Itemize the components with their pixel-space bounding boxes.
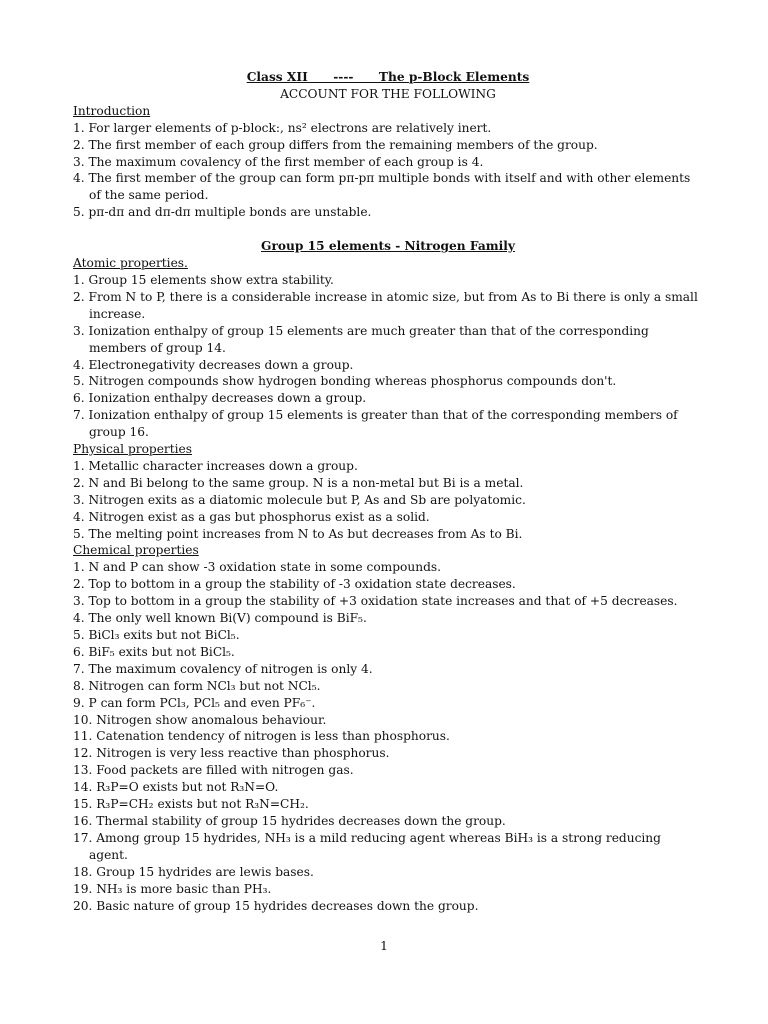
list-item: 3. Ionization enthalpy of group 15 elements are much greater than that of the corresponding members of group 14. (73, 323, 649, 355)
list-item: 2. The first member of each group differs from the remaining members of the group. (73, 137, 598, 152)
document-title: Class XII ---- The p-Block Elements (246, 70, 530, 84)
list-item: 5. The melting point increases from N to As but decreases from As to Bi. (73, 526, 523, 541)
introduction-heading: Introduction (73, 103, 151, 118)
list-item: 3. The maximum covalency of the first member of each group is 4. (73, 154, 484, 169)
list-item: 10. Nitrogen show anomalous behaviour. (73, 712, 327, 727)
list-item: 16. Thermal stability of group 15 hydrides decreases down the group. (73, 813, 506, 828)
list-item: 12. Nitrogen is very less reactive than phosphorus. (73, 746, 390, 761)
list-item: 4. The only well known Bi(V) compound is BiF₅. (73, 611, 367, 626)
list-item: 14. R₃P=O exists but not R₃N=O. (73, 780, 279, 795)
list-item: 15. R₃P=CH₂ exists but not R₃N=CH₂. (73, 797, 309, 812)
list-item: 5. BiCl₃ exits but not BiCl₅. (73, 628, 240, 642)
physical-properties-list (73, 458, 703, 543)
list-item: 4. The first member of the group can form pπ-pπ multiple bonds with itself and with other elements of the same period. (73, 171, 691, 203)
list-item: 1. Group 15 elements show extra stability. (73, 272, 334, 287)
list-item: 4. Nitrogen exist as a gas but phosphorus exist as a solid. (73, 509, 430, 524)
list-item: 1. N and P can show -3 oxidation state in some compounds. (73, 560, 441, 575)
list-item: 18. Group 15 hydrides are lewis bases. (73, 864, 314, 879)
atomic-properties-list (73, 272, 703, 441)
list-item: 7. The maximum covalency of nitrogen is only 4. (73, 661, 373, 676)
list-item: 5. pπ-dπ and dπ-dπ multiple bonds are unstable. (73, 205, 372, 220)
list-item: 5. Nitrogen compounds show hydrogen bonding whereas phosphorus compounds don't. (73, 374, 617, 389)
list-item: 2. N and Bi belong to the same group. N is a non-metal but Bi is a metal. (73, 475, 524, 490)
chemical-properties-list (73, 559, 703, 914)
section-gap (73, 221, 703, 238)
list-item: 17. Among group 15 hydrides, NH₃ is a mild reducing agent whereas BiH₃ is a strong reducing agent. (73, 830, 661, 862)
list-item: 20. Basic nature of group 15 hydrides decreases down the group. (73, 898, 479, 913)
group15-title: Group 15 elements - Nitrogen Family (261, 239, 515, 254)
document-body (73, 69, 703, 914)
physical-properties-heading: Physical properties (73, 442, 193, 457)
chemical-properties-heading: Chemical properties (73, 543, 199, 558)
list-item: 19. NH₃ is more basic than PH₃. (73, 881, 272, 896)
document-subtitle: ACCOUNT FOR THE FOLLOWING (280, 86, 496, 101)
list-item: 6. Ionization enthalpy decreases down a group. (73, 391, 367, 406)
list-item: 13. Food packets are filled with nitrogen gas. (73, 763, 354, 778)
list-item: 1. Metallic character increases down a group. (73, 458, 358, 473)
list-item: 1. For larger elements of p-block:, ns² electrons are relatively inert. (73, 120, 492, 135)
atomic-properties-heading: Atomic properties. (73, 256, 188, 271)
list-item: 3. Nitrogen exits as a diatomic molecule but P, As and Sb are polyatomic. (73, 492, 526, 507)
list-item: 6. BiF₅ exits but not BiCl₅. (73, 644, 235, 659)
list-item: 8. Nitrogen can form NCl₃ but not NCl₅. (73, 678, 321, 693)
list-item: 2. Top to bottom in a group the stability of -3 oxidation state decreases. (73, 577, 516, 592)
list-item: 4. Electronegativity decreases down a group. (73, 357, 354, 372)
list-item: 11. Catenation tendency of nitrogen is less than phosphorus. (73, 729, 450, 744)
list-item: 9. P can form PCl₃, PCl₅ and even PF₆⁻. (73, 695, 316, 710)
introduction-list (73, 120, 703, 221)
list-item: 7. Ionization enthalpy of group 15 elements is greater than that of the corresponding members of group 16. (73, 408, 678, 440)
list-item: 2. From N to P, there is a considerable increase in atomic size, but from As to Bi there is only a small increase. (73, 289, 698, 321)
list-item: 3. Top to bottom in a group the stability of +3 oxidation state increases and that of +5 decreases. (73, 594, 678, 609)
page-number: 1 (380, 939, 388, 953)
